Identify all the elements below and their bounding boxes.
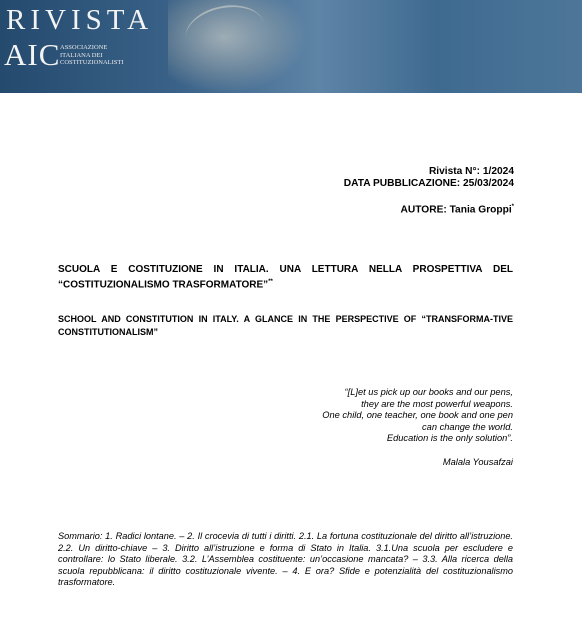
issue-number: Rivista N°: 1/2024: [428, 166, 514, 177]
logo-association-line: COSTITUZIONALISTI: [60, 59, 124, 66]
logo-association-line: ASSOCIAZIONE: [60, 44, 108, 51]
title-footnote-mark[interactable]: **: [268, 279, 273, 285]
epigraph-line: “[L]et us pick up our books and our pens,: [344, 387, 513, 397]
logo-association-line: ITALIANA DEI: [60, 51, 103, 59]
article-title-english: SCHOOL AND CONSTITUTION IN ITALY. A GLANCE IN THE PERSPECTIVE OF “TRANSFORMA-TIVE CONSTITUTIONALISM”: [58, 314, 513, 337]
author-line: [401, 204, 514, 215]
logo-rivista-text: RIVISTA: [6, 4, 154, 36]
author-name: AUTORE: Tania Groppi: [400, 204, 512, 216]
epigraph-line: One child, one teacher, one book and one pen: [322, 410, 513, 420]
epigraph-line: Education is the only solution”.: [386, 433, 513, 443]
author-footnote-mark[interactable]: *: [511, 204, 514, 210]
logo-aic-text: AIC: [4, 37, 61, 72]
epigraph-line: can change the world.: [422, 421, 513, 432]
epigraph-line: they are the most powerful weapons.: [361, 398, 513, 409]
table-of-contents-summary: Sommario: 1. Radici lontane. – 2. Il crocevia di tutti i diritti. 2.1. La fortuna costituzionale del diritto all’istruzione. 2.2. Un diritto-chiave – 3. Diritto all’istruzione e forma di Stato in Italia. 3.1.Una scuola per escludere e controllare: lo Stato liberale. 3.2. L’Assemblea costituente: un’occasione mancata? – 3.3. Alla ricerca della scuola repubblicana: il diritto costituzionale vivente. – 4. E ora? Sfide e potenzialità del costituzionalismo trasformatore.: [58, 531, 513, 587]
epigraph-author: Malala Yousafzai: [442, 457, 513, 467]
logo-association-name: [60, 44, 124, 67]
epigraph-quote: [322, 387, 513, 445]
title-italian-text: SCUOLA E COSTITUZIONE IN ITALIA. UNA LETTURA NELLA PROSPETTIVA DEL “COSTITUZIONALISMO TRASFORMATORE”: [58, 264, 513, 291]
journal-banner: [0, 0, 582, 93]
article-title-italian: [58, 263, 513, 291]
publication-date: DATA PUBBLICAZIONE: 25/03/2024: [343, 178, 514, 189]
